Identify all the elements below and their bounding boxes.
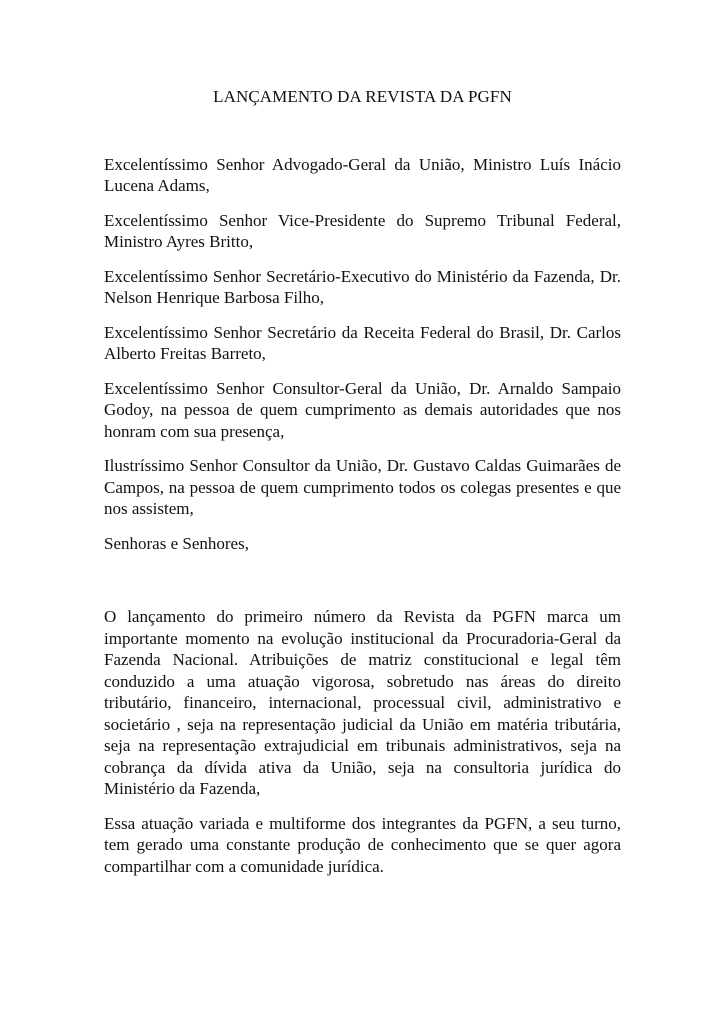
- body-paragraph: O lançamento do primeiro número da Revista da PGFN marca um importante momento na evolução institucional da Procuradoria-Geral da Fazenda Nacional. Atribuições de matriz constitucional e legal têm conduzido a uma atuação vigorosa, sobretudo nas áreas do direito tributário, financeiro, internacional, processual civil, administrativo e societário , seja na representação judicial da União em matéria tributária, seja na representação extrajudicial em tribunais administrativos, seja na cobrança da dívida ativa da União, seja na consultoria jurídica do Ministério da Fazenda,: [104, 607, 621, 798]
- closing-greeting: Senhoras e Senhores,: [104, 533, 249, 553]
- body-paragraph: Essa atuação variada e multiforme dos integrantes da PGFN, a seu turno, tem gerado uma constante produção de conhecimento que se quer agora compartilhar com a comunidade jurídica.: [104, 813, 621, 876]
- salutation-line: Excelentíssimo Senhor Secretário-Executivo do Ministério da Fazenda, Dr. Nelson Henrique Barbosa Filho,: [104, 266, 621, 307]
- salutation-line: Excelentíssimo Senhor Advogado-Geral da União, Ministro Luís Inácio Lucena Adams,: [104, 154, 621, 195]
- salutation-line: Excelentíssimo Senhor Consultor-Geral da União, Dr. Arnaldo Sampaio Godoy, na pessoa de quem cumprimento as demais autoridades que nos honram com sua presença,: [104, 378, 621, 441]
- salutation-line: Excelentíssimo Senhor Vice-Presidente do Supremo Tribunal Federal, Ministro Ayres Britto,: [104, 210, 621, 251]
- salutation-line: Excelentíssimo Senhor Secretário da Receita Federal do Brasil, Dr. Carlos Alberto Freitas Barreto,: [104, 322, 621, 363]
- document-title: LANÇAMENTO DA REVISTA DA PGFN: [213, 87, 512, 106]
- salutation-line: Ilustríssimo Senhor Consultor da União, Dr. Gustavo Caldas Guimarães de Campos, na pessoa de quem cumprimento todos os colegas presentes e que nos assistem,: [104, 456, 621, 518]
- salutations-block: [104, 154, 621, 555]
- body-text: [104, 606, 621, 877]
